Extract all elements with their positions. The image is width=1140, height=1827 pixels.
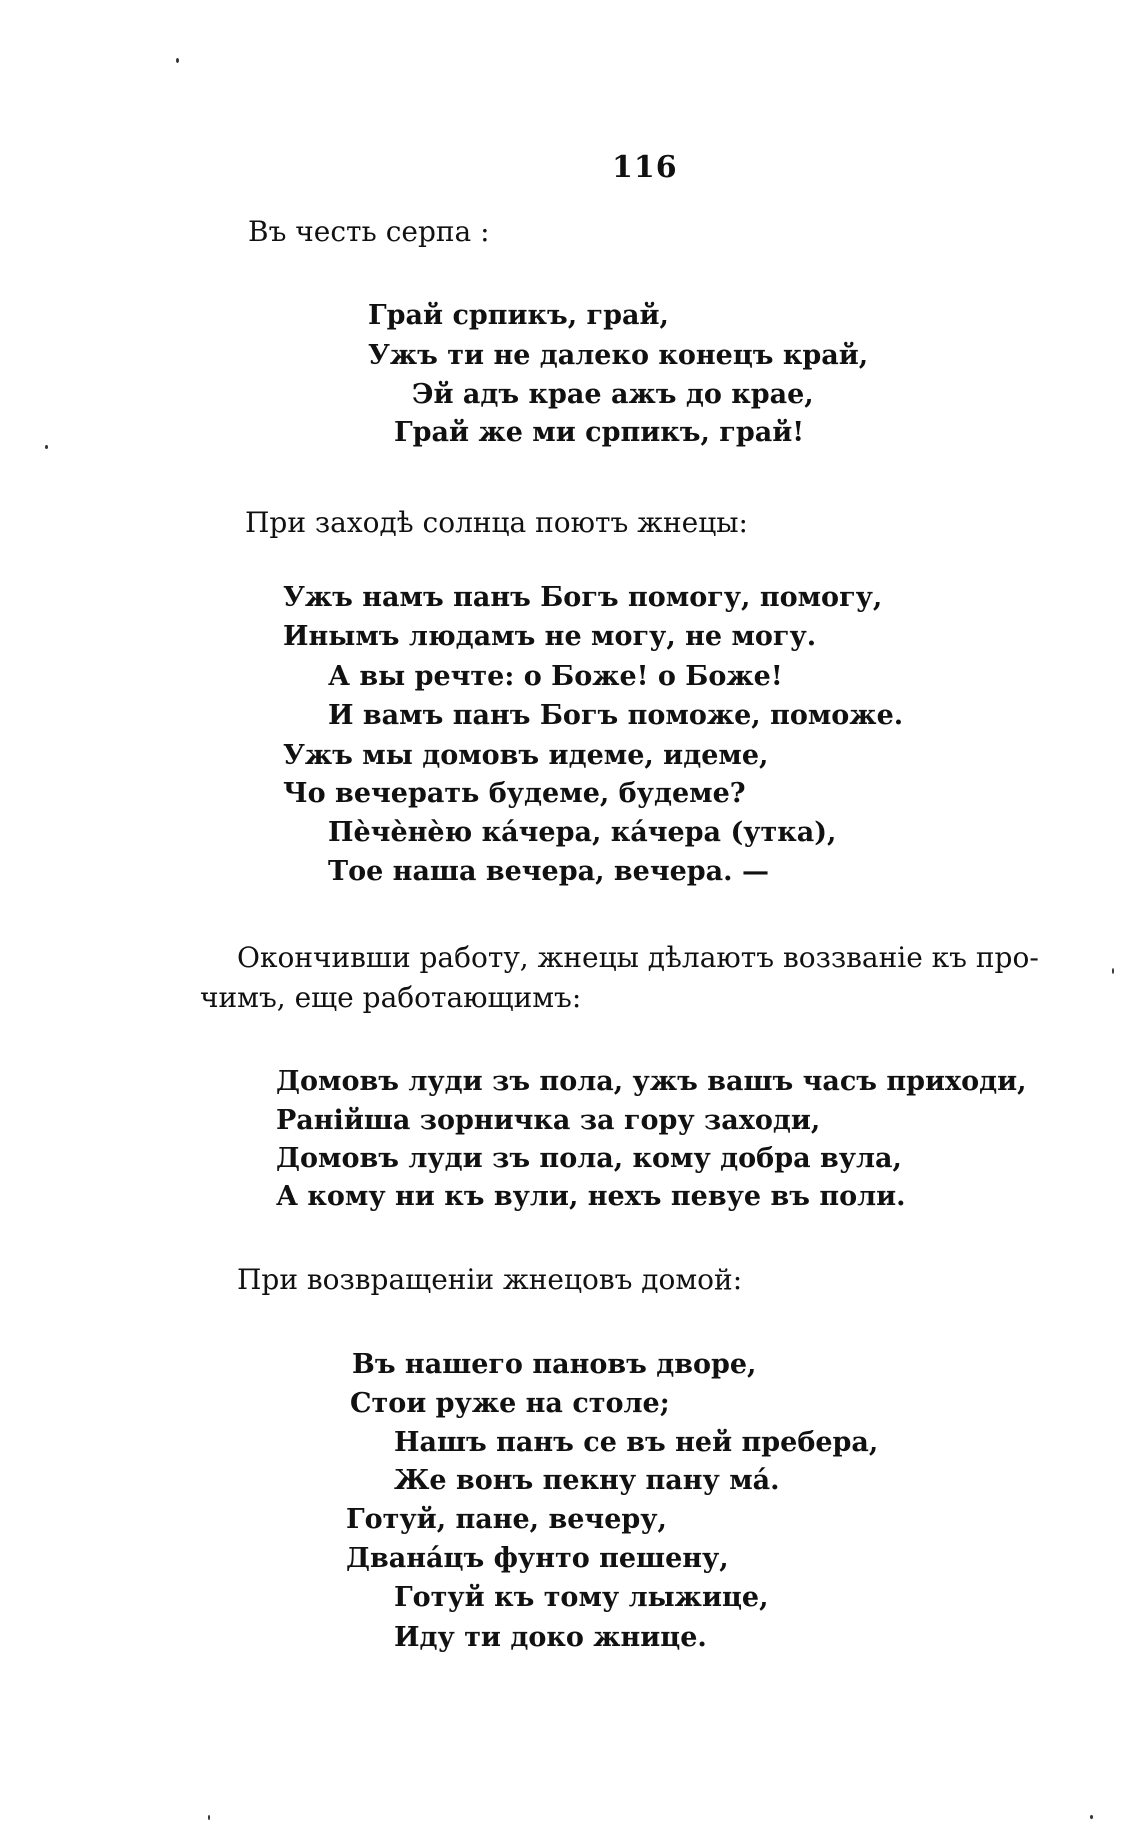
verse-line: Грай же ми српикъ, грай! (394, 417, 805, 448)
scan-speck (45, 445, 48, 449)
verse-line: Ужъ ти не далеко конецъ край, (368, 340, 869, 371)
verse-line: Ранiйша зорничка за гору заходи, (276, 1105, 821, 1136)
verse-line: Инымъ людамъ не могу, не могу. (283, 621, 817, 652)
section-heading-return: При возвращенiи жнецовъ домой: (237, 1263, 743, 1296)
verse-line: Ужъ намъ панъ Богъ помогу, помогу, (283, 582, 883, 613)
verse-line: А кому ни къ вули, нехъ певуе въ поли. (276, 1181, 906, 1212)
verse-line: Дванáцъ фунто пешену, (346, 1543, 729, 1574)
verse-line: И вамъ панъ Богъ поможе, поможе. (328, 700, 904, 731)
scan-speck (176, 58, 179, 63)
section-heading-sunset: При заходѣ солнца поютъ жнецы: (245, 506, 748, 539)
page-number: 116 (612, 150, 678, 185)
verse-line: А вы речте: о Боже! о Боже! (328, 661, 783, 692)
verse-line: Стои руже на столе; (350, 1388, 670, 1419)
verse-line: Грай српикъ, грай, (368, 300, 669, 331)
verse-line: Ужъ мы домовъ идеме, идеме, (283, 740, 769, 771)
prose-line: чимъ, еще работающимъ: (200, 981, 582, 1014)
verse-line: Пѐчѐнѐю кáчера, кáчера (утка), (328, 817, 837, 848)
verse-line: Иду ти доко жнице. (394, 1622, 707, 1653)
verse-line: Готуй къ тому лыжице, (394, 1582, 769, 1613)
verse-line: Же вонъ пекну пану мá. (394, 1465, 780, 1496)
verse-line: Домовъ луди зъ пола, кому добра вула, (276, 1143, 902, 1174)
verse-line: Тое наша вечера, вечера. — (328, 856, 769, 887)
verse-line: Готуй, пане, вечеру, (346, 1504, 667, 1535)
scan-speck (208, 1815, 210, 1820)
verse-line: Чо вечерать будеме, будеме? (283, 778, 746, 809)
scan-speck (1090, 1815, 1093, 1819)
verse-line: Эй адъ крае ажъ до крае, (412, 379, 814, 410)
verse-line: Домовъ луди зъ пола, ужъ вашъ часъ приходи, (276, 1066, 1027, 1097)
verse-line: Нашъ панъ се въ ней пребера, (394, 1427, 879, 1458)
section-heading-sickle: Въ честь серпа : (248, 215, 490, 248)
scan-speck (1112, 968, 1114, 974)
prose-line: Окончивши работу, жнецы дѣлаютъ воззванiе къ про- (237, 941, 1039, 974)
verse-line: Въ нашего пановъ дворе, (352, 1349, 757, 1380)
